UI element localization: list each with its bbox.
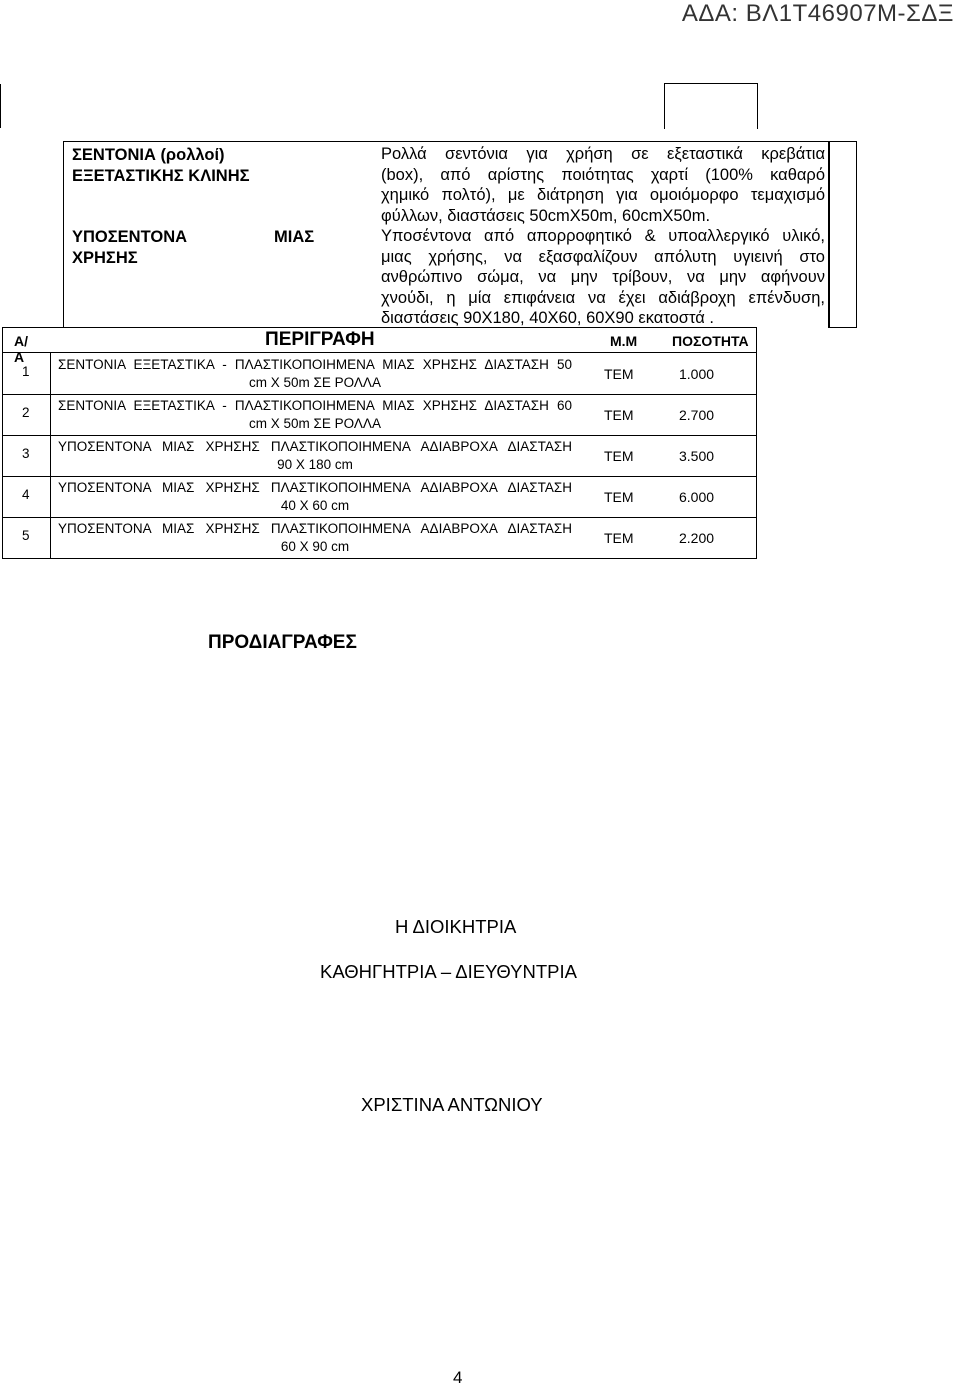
row-3-quantity: 3.500 [679,448,715,464]
spec-item-1-description: Ρολλά σεντόνια για χρήση σε εξεταστικά κρεβάτια (box), από αρίστης ποιότητας χαρτί (100% καθαρό χημικό πολτό), με διάτρηση για ομοιόμορφο τεμαχισμό φύλλων, διαστάσεις 50cmX50m, 60cmX50m. [381,145,825,225]
row-5-unit: ΤΕΜ [604,530,634,546]
row-5-aa: 5 [22,528,30,543]
specs-title: ΠΡΟΔΙΑΓΡΑΦΕΣ [208,632,357,653]
row-4-quantity: 6.000 [679,489,715,505]
row-3-aa: 3 [22,446,30,461]
row-1-unit: ΤΕΜ [604,366,634,382]
row-4-aa: 4 [22,487,30,502]
row-2-description: ΣΕΝΤΟΝΙΑ ΕΞΕΤΑΣΤΙΚΑ - ΠΛΑΣΤΙΚΟΠΟΙΗΜΕΝΑ ΜΙΑΣ ΧΡΗΣΗΣ ΔΙΑΣΤΑΣΗ 60 cm X 50m ΣΕ ΡΟΛΛΑ [58,398,572,431]
row-1-quantity: 1.000 [679,366,715,382]
header-description: ΠΕΡΙΓΡΑΦΗ [265,329,375,350]
signature-role-1: Η ΔΙΟΙΚΗΤΡΙΑ [395,916,517,937]
top-left-rule [0,84,1,128]
row-2-aa: 2 [22,405,30,420]
row-5-description: ΥΠΟΣΕΝΤΟΝΑ ΜΙΑΣ ΧΡΗΣΗΣ ΠΛΑΣΤΙΚΟΠΟΙΗΜΕΝΑ ΑΔΙΑΒΡΟΧΑ ΔΙΑΣΤΑΣΗ 60 X 90 cm [58,521,572,554]
signature-role-2: ΚΑΘΗΓΗΤΡΙΑ – ΔΙΕΥΘΥΝΤΡΙΑ [320,961,577,982]
page-number: 4 [453,1368,463,1387]
row-4-description: ΥΠΟΣΕΝΤΟΝΑ ΜΙΑΣ ΧΡΗΣΗΣ ΠΛΑΣΤΙΚΟΠΟΙΗΜΕΝΑ ΑΔΙΑΒΡΟΧΑ ΔΙΑΣΤΑΣΗ 40 X 60 cm [58,480,572,513]
row-2-quantity: 2.700 [679,407,715,423]
spec-item-2-name-extra: ΜΙΑΣ [274,228,315,246]
row-2-unit: ΤΕΜ [604,407,634,423]
header-aa: Α/Α [14,333,28,365]
spec-item-2-description: Υποσέντονα από απορροφητικό & υποαλλεργικό υλικό, μιας χρήσης, να εξασφαλίζουν απόλυτη υγιεινή στο ανθρώπινο σώμα, να μην τρίβουν, να μην αφήνουν χνούδι, η μία επιφάνεια να έχει αδιάβροχη επένδυση, διαστάσεις 90Χ180, 40Χ60, 60Χ90 εκατοστά . [381,227,825,327]
row-3-description: ΥΠΟΣΕΝΤΟΝΑ ΜΙΑΣ ΧΡΗΣΗΣ ΠΛΑΣΤΙΚΟΠΟΙΗΜΕΝΑ ΑΔΙΑΒΡΟΧΑ ΔΙΑΣΤΑΣΗ 90 X 180 cm [58,439,572,472]
header-unit: Μ.Μ [610,333,638,349]
row-3-unit: ΤΕΜ [604,448,634,464]
row-1-aa: 1 [22,364,30,379]
spec-side-box [828,141,857,328]
spec-item-1-name: ΣΕΝΤΟΝΙΑ (ρολλοί) ΕΞΕΤΑΣΤΙΚΗΣ ΚΛΙΝΗΣ [72,146,250,185]
row-4-unit: ΤΕΜ [604,489,634,505]
top-right-box [664,83,758,129]
row-5-quantity: 2.200 [679,530,715,546]
spec-item-2-name: ΥΠΟΣΕΝΤΟΝΑ ΧΡΗΣΗΣ [72,228,188,267]
ada-header: ΑΔΑ: ΒΛ1Τ46907Μ-ΣΔΞ [681,0,954,27]
row-1-description: ΣΕΝΤΟΝΙΑ ΕΞΕΤΑΣΤΙΚΑ - ΠΛΑΣΤΙΚΟΠΟΙΗΜΕΝΑ ΜΙΑΣ ΧΡΗΣΗΣ ΔΙΑΣΤΑΣΗ 50 cm X 50m ΣΕ ΡΟΛΛΑ [58,357,572,390]
signature-name: ΧΡΙΣΤΙΝΑ ΑΝΤΩΝΙΟΥ [361,1094,543,1115]
header-quantity: ΠΟΣΟΤΗΤΑ [672,333,749,349]
